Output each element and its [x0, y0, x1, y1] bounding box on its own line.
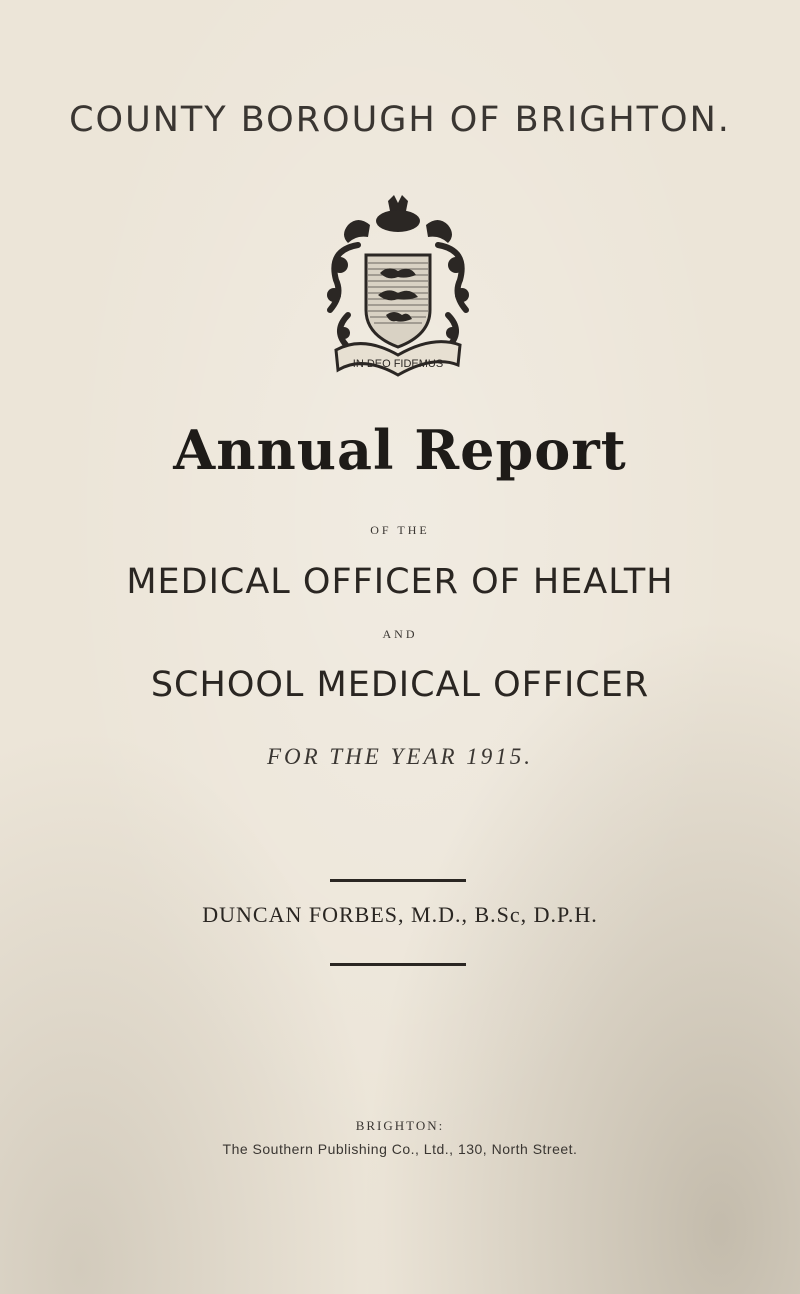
imprint-publisher: The Southern Publishing Co., Ltd., 130, North Street. — [222, 1141, 578, 1157]
report-title: Annual Report — [173, 418, 627, 482]
school-officer-heading: SCHOOL MEDICAL OFFICER — [150, 665, 650, 705]
imprint-place: BRIGHTON: — [355, 1118, 445, 1133]
crest-motto: IN DEO FIDEMUS — [352, 358, 444, 370]
medical-officer-heading: MEDICAL OFFICER OF HEALTH — [126, 562, 674, 602]
divider-bottom — [330, 963, 466, 966]
borough-heading: COUNTY BOROUGH OF BRIGHTON. — [69, 100, 731, 140]
author-name: DUNCAN FORBES, M.D., B.Sc, D.P.H. — [202, 902, 598, 927]
of-the-text: OF THE — [370, 523, 430, 537]
report-year: FOR THE YEAR 1915. — [266, 744, 534, 769]
and-text: AND — [382, 627, 418, 641]
coat-of-arms-crest — [318, 195, 478, 385]
divider-top — [330, 879, 466, 882]
